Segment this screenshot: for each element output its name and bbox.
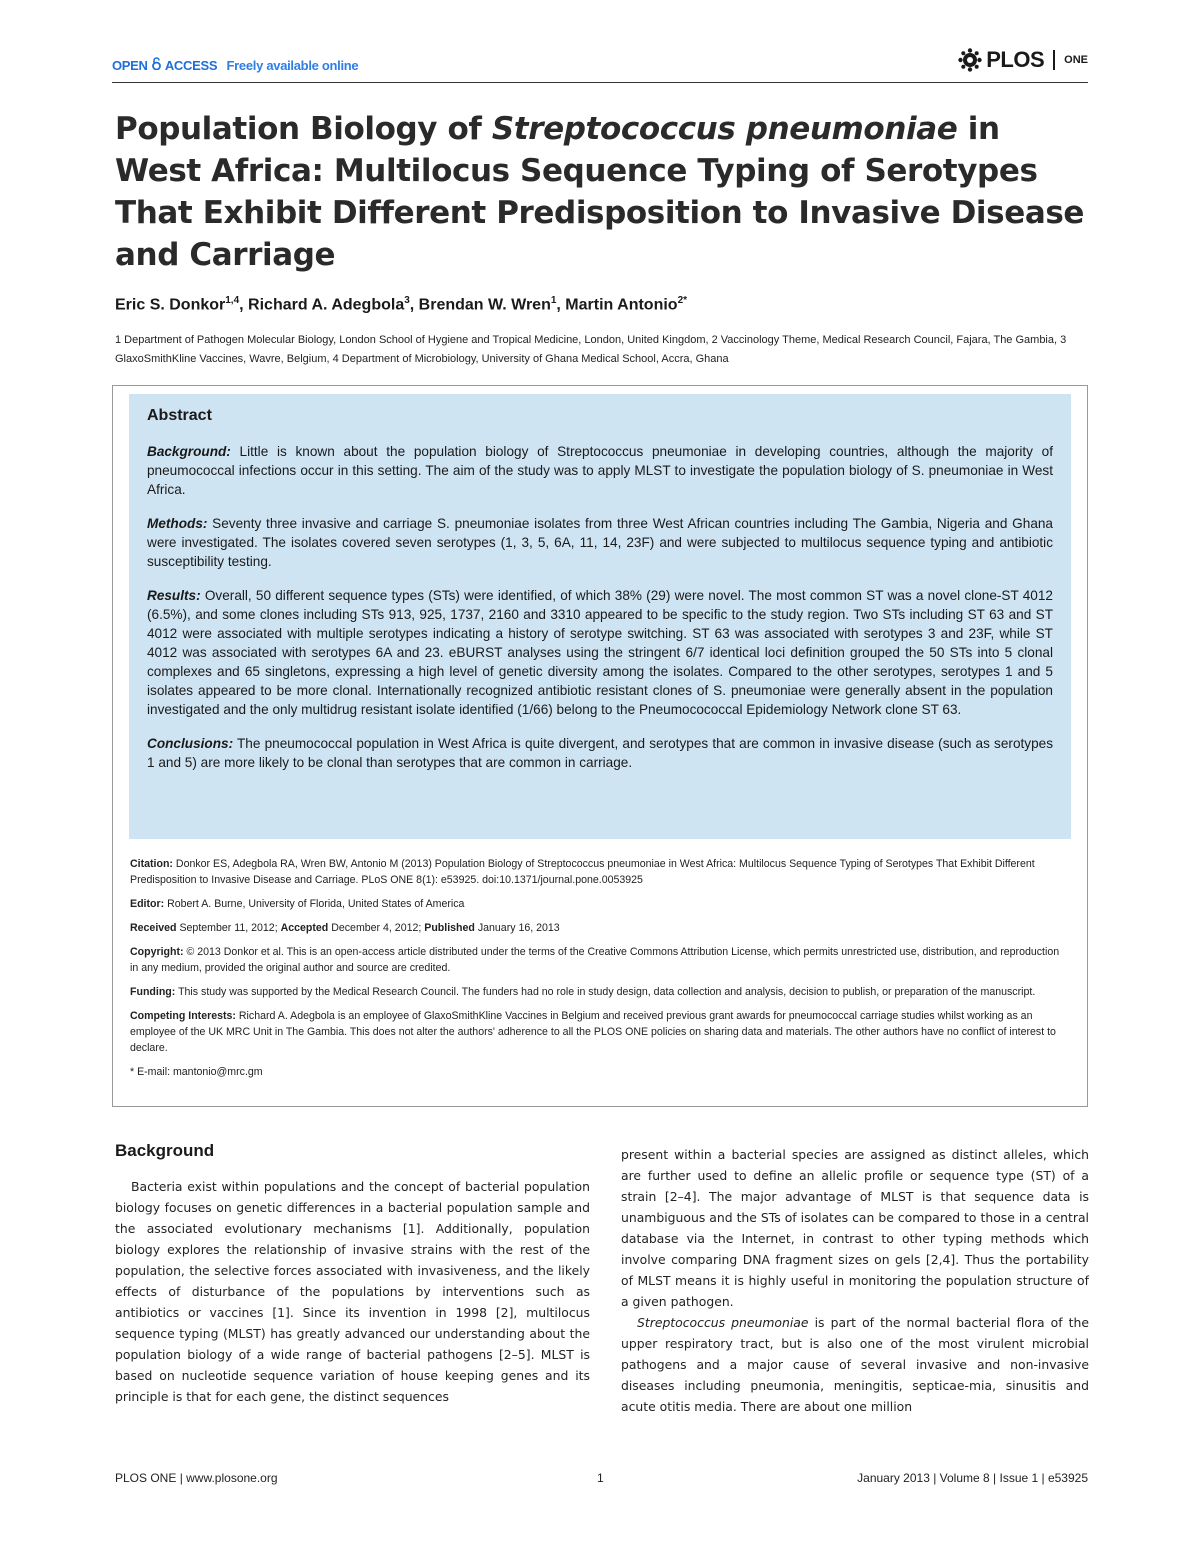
open-label: OPEN <box>112 58 148 73</box>
header-rule <box>112 82 1088 83</box>
citation: Citation: Donkor ES, Adegbola RA, Wren BW, Antonio M (2013) Population Biology of Streptococcus pneumoniae in West Africa: Multilocus Sequence Typing of Serotypes That Exhibit Different Predisposition to Invasive Disease and Carriage. PLoS ONE 8(1): e53925. doi:10.1371/journal.pone.0053925 <box>130 858 1035 886</box>
plos-one-logo <box>958 47 1088 73</box>
author-name: Martin Antonio <box>565 296 678 314</box>
corresponding-email[interactable]: * E-mail: mantonio@mrc.gm <box>130 1066 263 1078</box>
one-wordmark: ONE <box>1064 54 1088 66</box>
plos-gear-icon <box>958 48 982 72</box>
abstract-methods: Methods: Seventy three invasive and carriage S. pneumoniae isolates from three West African countries including The Gambia, Nigeria and Ghana were investigated. The isolates covered seven serotypes (1, 3, 5, 6A, 11, 14, 23F) and were subjected to multilocus sequence typing and antibiotic susceptibility testing. <box>147 516 1053 569</box>
abstract-background: Background: Little is known about the population biology of Streptococcus pneumoniae in developing countries, although the majority of pneumococcal infections occur in this setting. The aim of the study was to apply MLST to investigate the population biology of S. pneumoniae in West Africa. <box>147 444 1053 497</box>
author-list: Eric S. Donkor$^{1,4}$, Richard A. Adegbola$^3$, Brendan W. Wren$^1$, Martin Antonio$^{2*}$ <box>115 295 688 314</box>
article-metadata <box>130 856 1070 1088</box>
funding: Funding: This study was supported by the Medical Research Council. The funders had no role in study design, data collection and analysis, decision to publish, or preparation of the manuscript. <box>130 986 1036 998</box>
logo-divider <box>1053 50 1055 70</box>
body-paragraph: Streptococcus pneumoniae is part of the normal bacterial flora of the upper respiratory tract, but is also one of the most virulent microbial pathogens and a major cause of several invasive and non-invasive diseases including pneumonia, meningitis, septicae-mia, sinusitis and acute otitis media. There are about one million <box>621 1315 1090 1414</box>
author-name: Eric S. Donkor <box>115 296 226 314</box>
abstract-title: Abstract <box>147 407 212 424</box>
abstract-conclusions: Conclusions: The pneumococcal population in West Africa is quite divergent, and serotypes that are common in invasive disease (such as serotypes 1 and 5) are more likely to be clonal than serotypes that are common in carriage. <box>147 736 1053 770</box>
body-column-left <box>115 1176 590 1407</box>
competing-interests: Competing Interests: Richard A. Adegbola is an employee of GlaxoSmithKline Vaccines in Belgium and received previous grant awards for pneumococcal carriage studies whilst working as an employee of the UK MRC Unit in The Gambia. This does not alter the authors' adherence to all the PLOS ONE policies on sharing data and materials. The other authors have no conflict of interest to declare. <box>130 1010 1056 1054</box>
body-paragraph: Bacteria exist within populations and the concept of bacterial population biology focuses on genetic differences in a bacterial population sample and the associated evolutionary mechanisms [1]. Additionally, population biology explores the relationship of invasive strains with the rest of the population, the selective forces associated with invasiveness, and the likely effects of disturbance of the populations by interventions such as antibiotics or vaccines [1]. Since its invention in 1998 [2], multilocus sequence typing (MLST) has greatly advanced our understanding about the population biology of a wide range of bacterial pathogens [2–5]. MLST is based on nucleotide sequence variation of house keeping genes and its principle is that for each gene, the distinct sequences <box>115 1179 590 1404</box>
abstract-results: Results: Overall, 50 different sequence types (STs) were identified, of which 38% (29) were novel. The most common ST was a novel clone-ST 4012 (6.5%), and some clones including STs 913, 925, 1737, 2160 and 3310 appeared to be specific to the study region. Two STs including ST 63 and ST 4012 were associated with multiple serotypes indicating a history of serotype switching. ST 63 was associated with serotypes 3 and 23F, while ST 4012 was associated with serotypes 6A and 23. eBURST analyses using the stringent 6/7 identical loci definition grouped the 50 STs into 5 clonal complexes and 65 singletons, expressing a high level of genetic diversity among the isolates. Compared to the other serotypes, serotypes 1 and 5 isolates appeared to be more clonal. Internationally recognized antibiotic resistant clones of S. pneumoniae were generally absent in the population investigated and the only multidrug resistant isolate identified (1/66) belong to the Pneumocococcal Epidemiology Network clone ST 63. <box>147 588 1053 717</box>
editor: Editor: Robert A. Burne, University of Florida, United States of America <box>130 898 465 910</box>
body-paragraph: present within a bacterial species are assigned as distinct alleles, which are further used to define an allelic profile or sequence type (ST) of a strain [2–4]. The major advantage of MLST is that sequence data is unambiguous and the STs of isolates can be compared to those in a central database via the Internet, in contrast to other typing methods which involve comparing DNA fragment sizes on gels [2,4]. Thus the portability of MLST means it is highly useful in monitoring the population structure of a given pathogen. <box>621 1147 1089 1309</box>
article-title: Population Biology of Streptococcus pneumoniae in West Africa: Multilocus Sequence Typing of Serotypes That Exhibit Different Predisposition to Invasive Disease and Carriage <box>115 111 1085 273</box>
freely-available-label: Freely available online <box>226 58 359 73</box>
author-name: Richard A. Adegbola <box>248 296 405 314</box>
dates: Received September 11, 2012; Accepted December 4, 2012; Published January 16, 2013 <box>130 922 560 934</box>
footer-journal: PLOS ONE | www.plosone.org <box>115 1471 278 1485</box>
body-column-right <box>621 1144 1089 1417</box>
footer-issue: January 2013 | Volume 8 | Issue 1 | e53925 <box>857 1471 1088 1485</box>
page-footer <box>115 1471 1088 1485</box>
open-access-banner <box>112 57 358 73</box>
section-heading-background: Background <box>115 1141 215 1160</box>
author-name: Brendan W. Wren <box>418 296 551 314</box>
page-number: 1 <box>597 1471 604 1485</box>
open-access-lock-icon <box>152 57 161 73</box>
access-label: ACCESS <box>164 58 218 73</box>
abstract-box <box>129 394 1071 839</box>
affiliations: 1 Department of Pathogen Molecular Biology, London School of Hygiene and Tropical Medicine, London, United Kingdom, 2 Vaccinology Theme, Medical Research Council, Fajara, The Gambia, 3 GlaxoSmithKline Vaccines, Wavre, Belgium, 4 Department of Microbiology, University of Ghana Medical School, Accra, Ghana <box>115 334 1067 365</box>
plos-wordmark: PLOS <box>986 47 1045 72</box>
copyright: Copyright: © 2013 Donkor et al. This is an open-access article distributed under the terms of the Creative Commons Attribution License, which permits unrestricted use, distribution, and reproduction in any medium, provided the original author and source are credited. <box>130 946 1060 974</box>
